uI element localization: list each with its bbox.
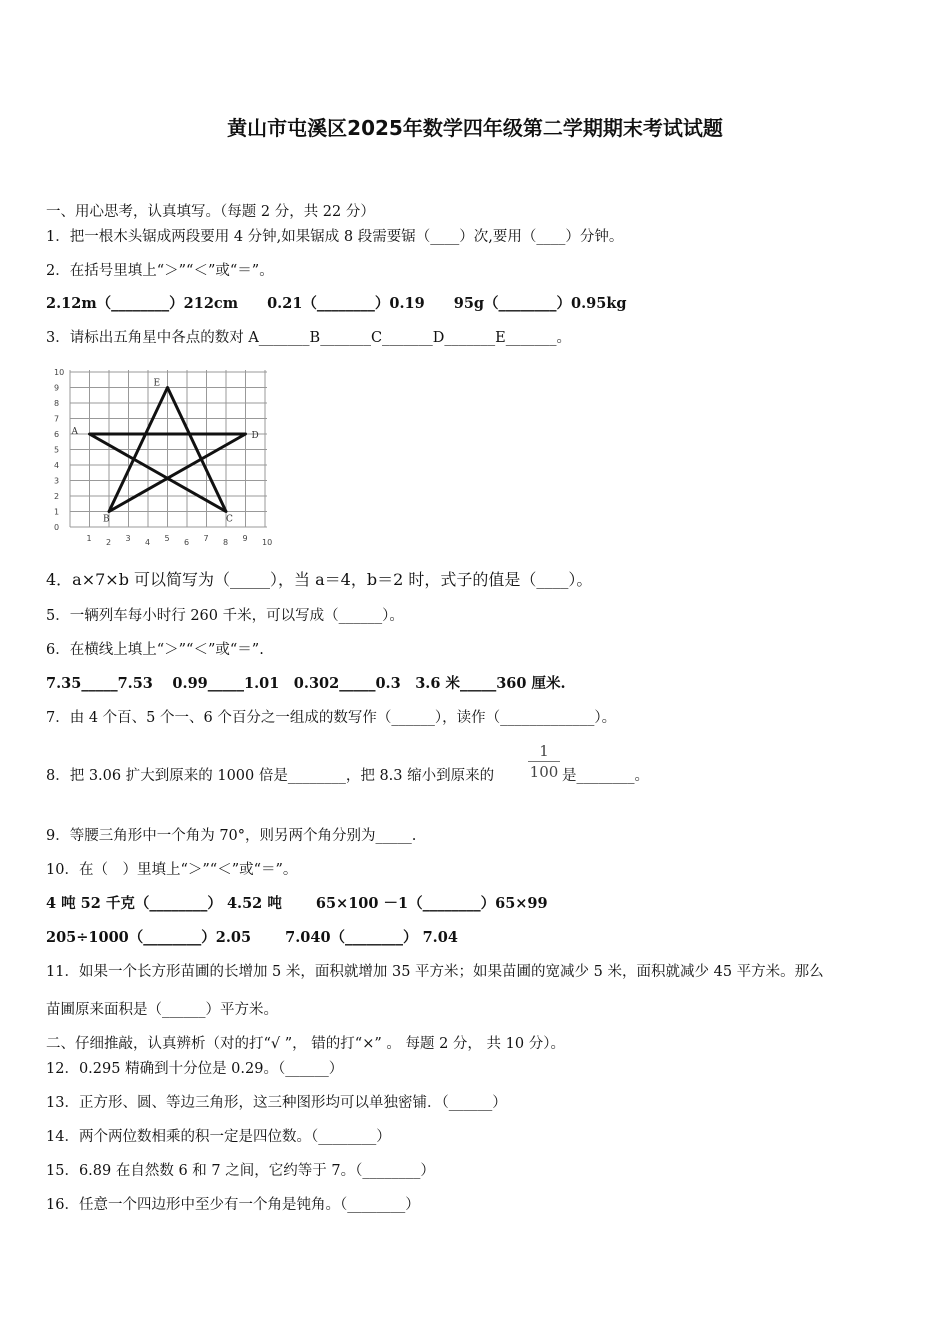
x-tick-label: 3 [125, 534, 131, 543]
y-tick-label: 3 [54, 476, 60, 486]
question-10-row-1: 4 吨 52 千克（________） 4.52 吨 65×100 －1（________）65×99 [46, 895, 548, 912]
question-10-row-2: 205÷1000（________）2.05 7.040（________） 7.04 [46, 929, 458, 946]
y-tick-label: 4 [54, 461, 60, 470]
y-tick-label: 6 [54, 430, 60, 439]
x-tick-label: 7 [203, 534, 209, 543]
section-1-heading: 一、用心思考，认真填写。（每题 2 分，共 22 分） [46, 204, 375, 220]
star-grid-svg [40, 355, 285, 550]
y-tick-label: 1 [54, 507, 60, 517]
point-label-b: B [103, 514, 110, 525]
point-label-c: C [226, 514, 233, 525]
question-13: 13．正方形、圆、等边三角形，这三种图形均可以单独密铺．（______） [46, 1095, 507, 1111]
x-tick-label: 8 [223, 538, 229, 547]
question-6-items: 7.35_____7.53 0.99_____1.01 0.302_____0.3 3.6 米_____360 厘米. [46, 675, 566, 692]
y-tick-label: 7 [54, 414, 60, 424]
question-14: 14．两个两位数相乘的积一定是四位数。（________） [46, 1129, 391, 1145]
question-6: 6．在横线上填上“＞”“＜”或“＝”. [46, 642, 264, 658]
question-4: 4．a×7×b 可以简写为（_____），当 a＝4，b＝2 时，式子的值是（____）。 [46, 570, 593, 589]
point-label-d: D [251, 431, 259, 441]
y-tick-label: 9 [54, 383, 60, 393]
question-10: 10．在（ ）里填上“＞”“＜”或“＝”。 [46, 862, 298, 878]
x-tick-label: 9 [242, 534, 248, 543]
fraction-numerator: 1 [539, 742, 549, 760]
question-3: 3．请标出五角星中各点的数对 A_______B_______C_______D_______E_______。 [46, 330, 572, 346]
x-tick-label: 6 [184, 538, 190, 547]
page-title: 黄山市屯溪区2025年数学四年级第二学期期末考试试题 [227, 116, 723, 140]
question-9: 9．等腰三角形中一个角为 70°，则另两个角分别为_____. [46, 828, 417, 844]
x-tick-label: 10 [262, 538, 273, 547]
question-11-line-2: 苗圃原来面积是（______）平方米。 [46, 1002, 278, 1018]
x-tick-label: 2 [106, 538, 112, 547]
y-tick-label: 2 [54, 492, 60, 501]
question-12: 12．0.295 精确到十分位是 0.29。（______） [46, 1061, 344, 1077]
fraction-bar [528, 761, 560, 762]
question-2-items: 2.12m（________）212cm 0.21（________）0.19 95g（________）0.95kg [46, 295, 627, 312]
point-label-e: E [153, 378, 161, 389]
x-tick-label: 1 [86, 534, 92, 543]
y-tick-label: 5 [54, 445, 60, 455]
y-tick-label: 10 [54, 368, 65, 377]
point-labels [71, 379, 259, 525]
question-11-line-1: 11．如果一个长方形苗圃的长增加 5 米，面积就增加 35 平方米；如果苗圃的宽减少 5 米，面积就减少 45 平方米。那么 [46, 964, 824, 980]
question-2: 2．在括号里填上“＞”“＜”或“＝”。 [46, 263, 274, 279]
question-15: 15．6.89 在自然数 6 和 7 之间，它约等于 7。（________） [46, 1163, 435, 1179]
star-grid-figure [40, 355, 285, 550]
question-16: 16．任意一个四边形中至少有一个角是钝角。（________） [46, 1197, 420, 1213]
x-tick-label: 5 [164, 534, 170, 543]
x-tick-label: 4 [145, 538, 151, 547]
question-8-part-2: 是________。 [562, 768, 649, 784]
y-tick-label: 0 [54, 523, 60, 532]
section-2-heading: 二、仔细推敲，认真辨析（对的打“√ ”， 错的打“×” 。 每题 2 分， 共 10 分）。 [46, 1036, 565, 1052]
y-tick-label: 8 [54, 399, 60, 408]
question-7: 7．由 4 个百、5 个一、6 个百分之一组成的数写作（______），读作（_____________）。 [46, 710, 617, 726]
fraction-denominator: 100 [529, 763, 559, 781]
point-label-a: A [71, 427, 78, 437]
question-8-part-1: 8．把 3.06 扩大到原来的 1000 倍是________，把 8.3 缩小到原来的 [46, 768, 495, 784]
question-1: 1．把一根木头锯成两段要用 4 分钟,如果锯成 8 段需要锯（____）次,要用（____）分钟。 [46, 229, 624, 245]
question-5: 5．一辆列车每小时行 260 千米，可以写成（______）。 [46, 608, 404, 624]
fraction-one-hundredth [528, 742, 560, 781]
grid-lines [70, 370, 267, 527]
